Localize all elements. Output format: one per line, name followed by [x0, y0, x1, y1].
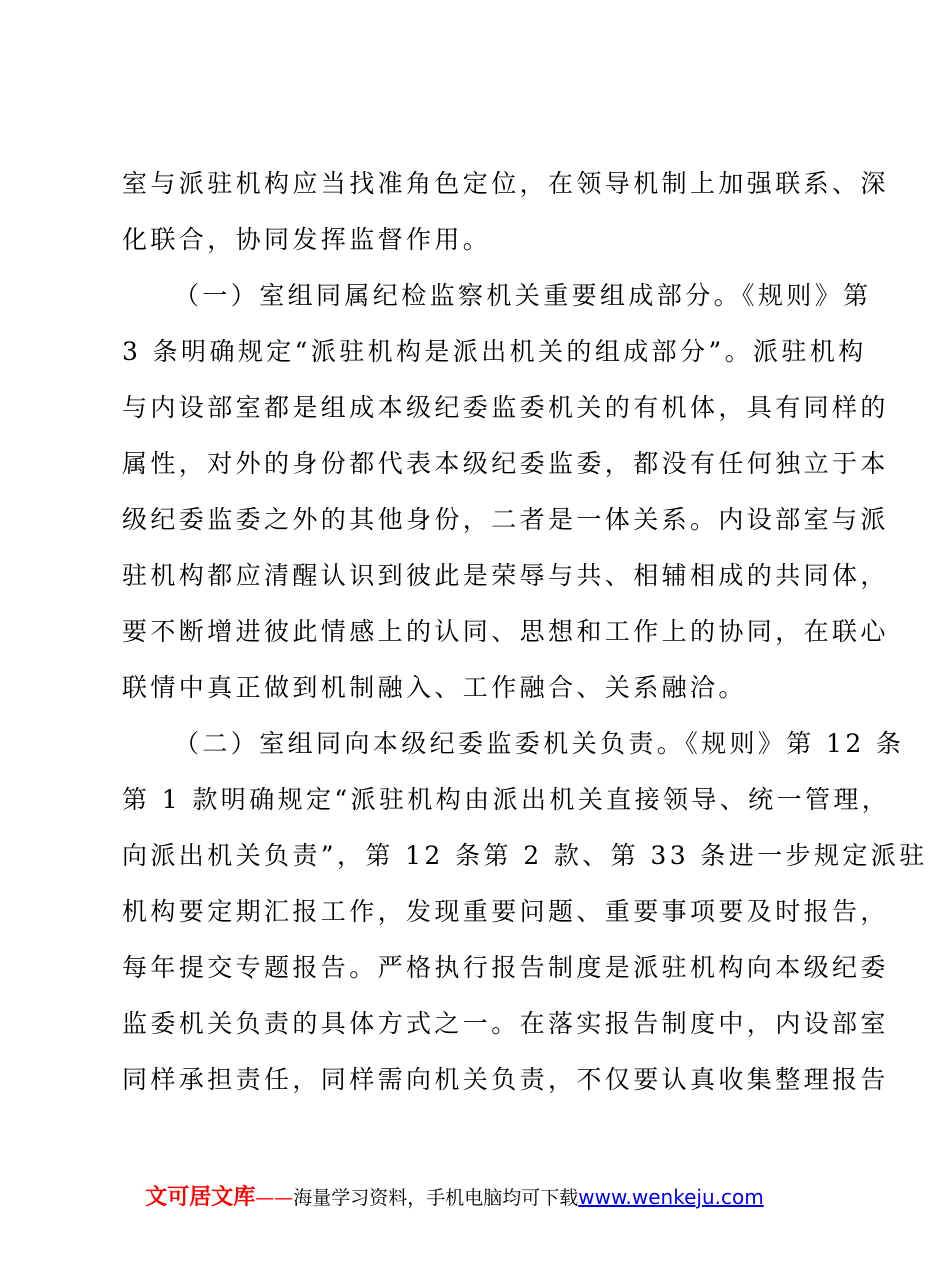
text-line-16: 监委机关负责的具体方式之一。在落实报告制度中，内设部室 [122, 1009, 889, 1038]
text-line-5: 与内设部室都是组成本级纪委监委机关的有机体，具有同样的 [122, 393, 889, 422]
text-line-15: 每年提交专题报告。严格执行报告制度是派驻机构向本级纪委 [122, 953, 889, 982]
body-text [122, 156, 928, 1108]
text-line-11: （二）室组同向本级纪委监委机关负责。《规则》第 12 条 [174, 729, 905, 758]
text-line-4: 3 条明确规定“派驻机构是派出机关的组成部分”。派驻机构 [122, 337, 867, 366]
text-line-6: 属性，对外的身份都代表本级纪委监委，都没有任何独立于本 [122, 449, 889, 478]
text-line-9: 要不断增进彼此情感上的认同、思想和工作上的协同，在联心 [122, 617, 889, 646]
footer-banner [0, 1180, 909, 1211]
text-line-14: 机构要定期汇报工作，发现重要问题、重要事项要及时报告， [122, 897, 889, 926]
footer-brand: 文可居文库 [145, 1185, 256, 1210]
text-line-10: 联情中真正做到机制融入、工作融合、关系融洽。 [122, 673, 747, 702]
text-line-1: 室与派驻机构应当找准角色定位，在领导机制上加强联系、深 [122, 169, 889, 198]
text-line-3: （一）室组同属纪检监察机关重要组成部分。《规则》第 [174, 281, 872, 310]
footer-slogan: 海量学习资料，手机电脑均可下载 [293, 1187, 579, 1209]
text-line-8: 驻机构都应清醒认识到彼此是荣辱与共、相辅相成的共同体， [122, 561, 889, 590]
text-line-17: 同样承担责任，同样需向机关负责，不仅要认真收集整理报告 [122, 1065, 889, 1094]
text-line-2: 化联合，协同发挥监督作用。 [122, 225, 492, 254]
text-line-7: 级纪委监委之外的其他身份，二者是一体关系。内设部室与派 [122, 505, 889, 534]
text-line-12: 第 1 款明确规定“派驻机构由派出机关直接领导、统一管理， [122, 785, 891, 814]
footer-url-link[interactable]: www.wenkeju.com [578, 1185, 764, 1209]
text-line-13: 向派出机关负责”，第 12 条第 2 款、第 33 条进一步规定派驻 [122, 841, 928, 870]
footer-separator: —— [255, 1187, 294, 1209]
